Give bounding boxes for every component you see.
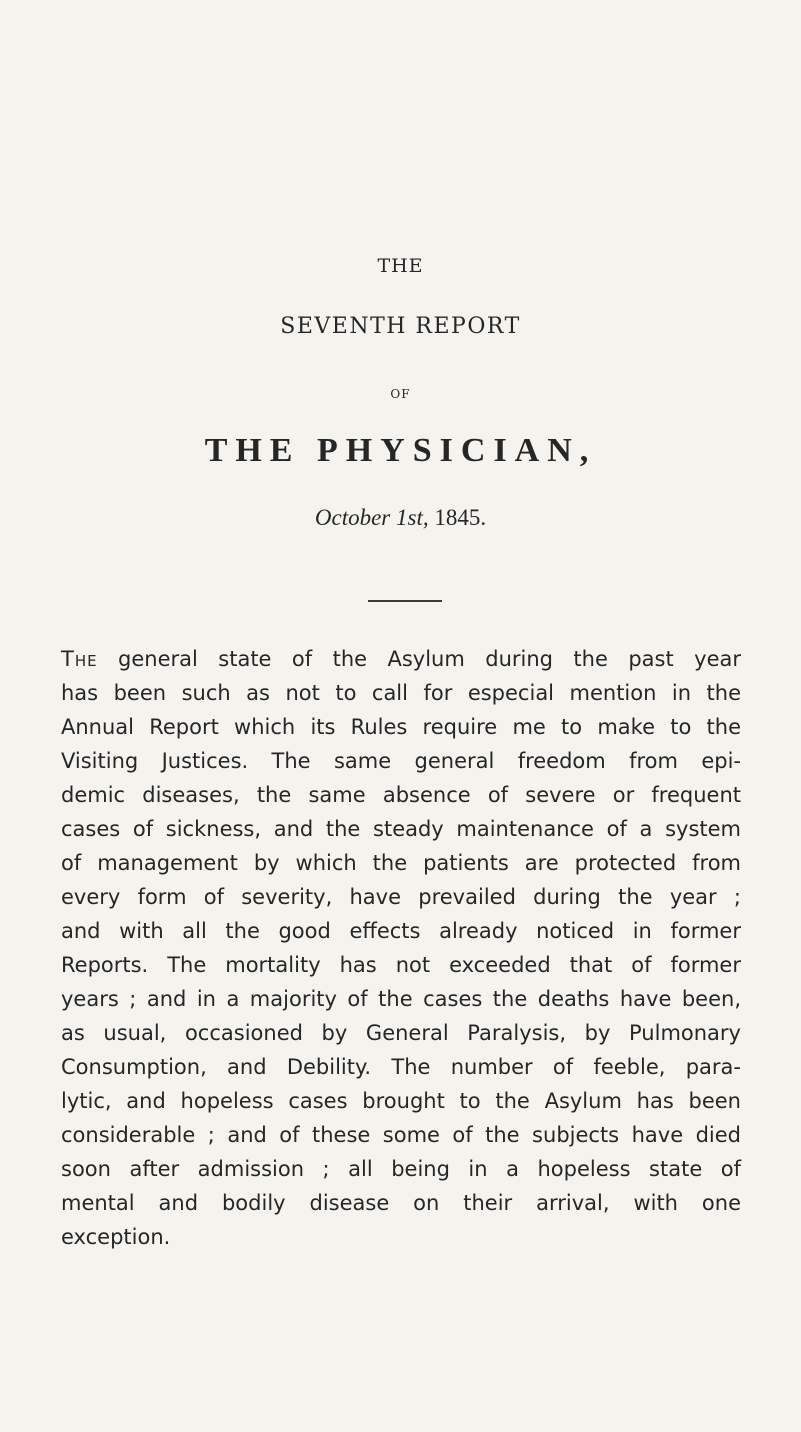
paragraph-line: soon after admission ; all being in a hopeless state of — [61, 1157, 741, 1181]
paragraph-line: exception. — [61, 1225, 171, 1249]
dateline — [0, 505, 801, 531]
paragraph-line: has been such as not to call for especial mention in the — [61, 681, 741, 705]
heading-the: THE — [377, 255, 424, 277]
paragraph-line: Annual Report which its Rules require me to make to the — [61, 715, 741, 739]
paragraph-line: years ; and in a majority of the cases the deaths have been, — [61, 987, 741, 1011]
paragraph-line: considerable ; and of these some of the subjects have died — [61, 1123, 741, 1147]
paragraph-line: Visiting Justices. The same general freedom from epi- — [61, 749, 741, 773]
date-month: October — [314, 505, 391, 530]
opening-word: The — [61, 647, 98, 671]
heading-seventh-report: SEVENTH REPORT — [280, 314, 521, 339]
paragraph-line: lytic, and hopeless cases brought to the Asylum has been — [61, 1089, 741, 1113]
paragraph-line: every form of severity, have prevailed during the year ; — [61, 885, 741, 909]
paragraph-line: and with all the good effects already noticed in former — [61, 919, 741, 943]
paragraph-line: The general state of the Asylum during the past year — [61, 647, 741, 671]
section-divider — [368, 600, 442, 602]
paragraph-line: as usual, occasioned by General Paralysis, by Pulmonary — [61, 1021, 741, 1045]
paragraph-line: mental and bodily disease on their arrival, with one — [61, 1191, 741, 1215]
paragraph-line: demic diseases, the same absence of severe or frequent — [61, 783, 741, 807]
date-day: 1st, — [396, 505, 429, 530]
date-year: 1845. — [434, 505, 487, 530]
report-paragraph — [61, 642, 741, 1254]
paragraph-line: Reports. The mortality has not exceeded that of former — [61, 953, 741, 977]
paragraph-line: Consumption, and Debility. The number of feeble, para- — [61, 1055, 741, 1079]
heading-the-physician: THE PHYSICIAN, — [204, 432, 597, 469]
paragraph-line: cases of sickness, and the steady maintenance of a system — [61, 817, 741, 841]
heading-of: OF — [390, 387, 411, 401]
paragraph-line: of management by which the patients are protected from — [61, 851, 741, 875]
